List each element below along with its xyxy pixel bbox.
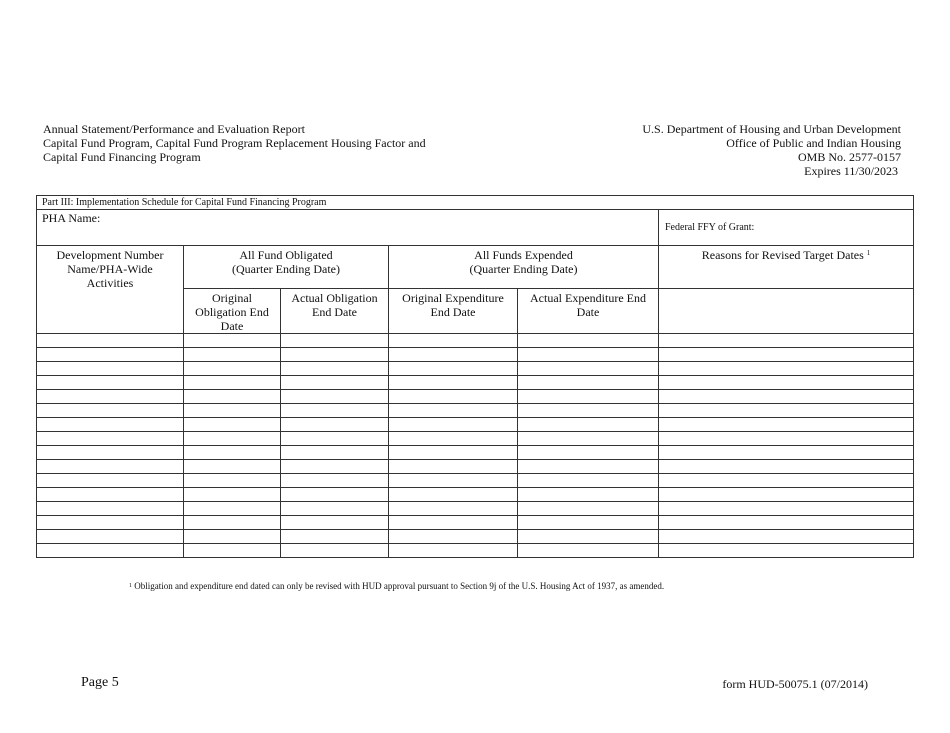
table-row [37,474,914,488]
table-cell[interactable] [184,446,281,460]
col-original-obligation-end-date [184,289,281,334]
table-cell[interactable] [37,544,184,558]
table-row [37,446,914,460]
col-actual-obligation-end-date [281,289,389,334]
table-cell[interactable] [37,488,184,502]
table-row [37,418,914,432]
sub-orig-oblig-line-3: Date [220,319,244,333]
col-development-line-3: Activities [86,276,134,290]
sub-orig-exp-line-2: End Date [430,305,476,319]
table-row [37,544,914,558]
table-cell[interactable] [37,474,184,488]
table-cell[interactable] [281,348,389,362]
table-cell[interactable] [659,432,914,446]
table-cell[interactable] [37,404,184,418]
table-row [37,460,914,474]
table-cell[interactable] [389,488,518,502]
table-row [37,362,914,376]
table-cell[interactable] [389,432,518,446]
col-reasons-revised-dates [659,246,914,289]
table-cell[interactable] [37,418,184,432]
table-cell[interactable] [518,502,659,516]
col-actual-expenditure-end-date [518,289,659,334]
table-cell[interactable] [518,516,659,530]
report-title-line-1: Annual Statement/Performance and Evaluation Report [43,122,305,136]
table-cell[interactable] [518,460,659,474]
table-row [37,334,914,348]
table-cell[interactable] [389,334,518,348]
table-cell[interactable] [518,446,659,460]
col-development-number [37,246,184,334]
table-cell[interactable] [184,530,281,544]
table-cell[interactable] [184,502,281,516]
table-cell[interactable] [659,376,914,390]
table-cell[interactable] [518,334,659,348]
sub-orig-oblig-line-2: Obligation End [195,305,269,319]
pha-name-label: PHA Name: [42,211,101,225]
col-obligated-line-2: (Quarter Ending Date) [232,262,340,276]
header-left [43,122,426,164]
table-cell[interactable] [659,488,914,502]
table-cell[interactable] [37,530,184,544]
table-cell[interactable] [184,362,281,376]
table-row [37,516,914,530]
table-cell[interactable] [518,376,659,390]
table-cell[interactable] [518,432,659,446]
expiration-date: Expires 11/30/2023 [804,164,898,178]
table-cell[interactable] [659,460,914,474]
table-cell[interactable] [184,460,281,474]
table-cell[interactable] [659,446,914,460]
table-cell[interactable] [518,404,659,418]
table-cell[interactable] [659,474,914,488]
table-cell[interactable] [518,348,659,362]
table-cell[interactable] [184,390,281,404]
report-title-line-3: Capital Fund Financing Program [43,150,201,164]
table-cell[interactable] [184,474,281,488]
col-development-line-1: Development Number [56,248,164,262]
table-cell[interactable] [281,446,389,460]
table-cell[interactable] [659,544,914,558]
table-cell[interactable] [184,404,281,418]
table-cell[interactable] [184,418,281,432]
table-row [37,348,914,362]
footnote-text: Obligation and expenditure end dated can only be revised with HUD approval pursuant to Section 9j of the U.S. Housing Act of 1937, as amended. [132,581,665,591]
agency-line: U.S. Department of Housing and Urban Development [642,122,901,136]
table-cell[interactable] [281,376,389,390]
federal-ffy-field[interactable] [659,210,914,246]
sub-act-exp-line-1: Actual Expenditure End [530,291,646,305]
table-cell[interactable] [281,334,389,348]
table-cell[interactable] [389,362,518,376]
col-all-funds-expended [389,246,659,289]
table-row [37,432,914,446]
table-cell[interactable] [37,348,184,362]
table-cell[interactable] [37,362,184,376]
table-row [37,376,914,390]
table-row [37,530,914,544]
table-row [37,404,914,418]
footnote [129,581,664,592]
table-cell[interactable] [389,474,518,488]
col-expended-line-1: All Funds Expended [474,248,573,262]
table-cell[interactable] [37,390,184,404]
table-cell[interactable] [389,530,518,544]
table-cell[interactable] [37,460,184,474]
table-row [37,502,914,516]
sub-act-exp-line-2: Date [576,305,600,319]
table-cell[interactable] [518,362,659,376]
table-cell[interactable] [281,502,389,516]
part-title: Part III: Implementation Schedule for Capital Fund Financing Program [37,196,914,210]
table-cell[interactable] [281,544,389,558]
table-cell[interactable] [389,404,518,418]
footnote-marker: 1 [129,583,132,589]
sub-act-oblig-line-1: Actual Obligation [291,291,378,305]
table-cell[interactable] [659,516,914,530]
table-cell[interactable] [518,474,659,488]
table-cell[interactable] [389,544,518,558]
table-cell[interactable] [518,544,659,558]
table-cell[interactable] [659,348,914,362]
table-cell[interactable] [281,432,389,446]
page-number: Page 5 [81,675,119,690]
table-cell[interactable] [281,418,389,432]
table-cell[interactable] [37,376,184,390]
table-cell[interactable] [281,460,389,474]
form-identifier: form HUD-50075.1 (07/2014) [722,677,868,691]
table-cell[interactable] [659,390,914,404]
table-cell[interactable] [389,460,518,474]
office-line: Office of Public and Indian Housing [726,136,901,150]
report-title-line-2: Capital Fund Program, Capital Fund Program Replacement Housing Factor and [43,136,426,150]
table-cell[interactable] [281,474,389,488]
footnote-ref: 1 [866,249,871,257]
table-cell[interactable] [389,418,518,432]
schedule-rows [37,334,914,558]
table-cell[interactable] [389,348,518,362]
table-cell[interactable] [281,488,389,502]
pha-name-field[interactable] [37,210,659,246]
table-cell[interactable] [659,334,914,348]
header-right [642,122,901,178]
table-cell[interactable] [518,488,659,502]
col-reasons-label: Reasons for Revised Target Dates [701,248,864,262]
table-row [37,390,914,404]
table-cell[interactable] [281,404,389,418]
implementation-schedule-table [36,195,914,558]
table-cell[interactable] [184,376,281,390]
col-obligated-line-1: All Fund Obligated [239,248,333,262]
omb-number: OMB No. 2577-0157 [797,150,901,164]
table-cell[interactable] [184,488,281,502]
table-cell[interactable] [184,516,281,530]
table-cell[interactable] [281,516,389,530]
table-cell[interactable] [389,502,518,516]
table-cell[interactable] [659,502,914,516]
table-cell[interactable] [184,348,281,362]
table-cell[interactable] [37,502,184,516]
table-cell[interactable] [184,544,281,558]
table-cell[interactable] [37,516,184,530]
table-cell[interactable] [281,530,389,544]
federal-ffy-label: Federal FFY of Grant: [665,221,755,233]
table-row [37,488,914,502]
table-cell[interactable] [389,446,518,460]
col-development-line-2: Name/PHA-Wide [67,262,153,276]
col-all-fund-obligated [184,246,389,289]
table-cell[interactable] [389,390,518,404]
col-original-expenditure-end-date [389,289,518,334]
table-cell[interactable] [659,404,914,418]
sub-orig-oblig-line-1: Original [212,291,252,305]
table-cell[interactable] [659,362,914,376]
table-cell[interactable] [518,418,659,432]
col-expended-line-2: (Quarter Ending Date) [469,262,578,276]
sub-act-oblig-line-2: End Date [312,305,357,319]
sub-orig-exp-line-1: Original Expenditure [402,291,504,305]
table-cell[interactable] [389,376,518,390]
table-cell[interactable] [518,530,659,544]
table-cell[interactable] [389,516,518,530]
table-cell[interactable] [281,362,389,376]
table-cell[interactable] [37,334,184,348]
table-cell[interactable] [659,530,914,544]
table-cell[interactable] [659,418,914,432]
reasons-blank-cell[interactable] [659,289,914,334]
table-cell[interactable] [184,334,281,348]
table-cell[interactable] [184,432,281,446]
table-cell[interactable] [37,432,184,446]
table-cell[interactable] [281,390,389,404]
table-cell[interactable] [37,446,184,460]
table-cell[interactable] [518,390,659,404]
